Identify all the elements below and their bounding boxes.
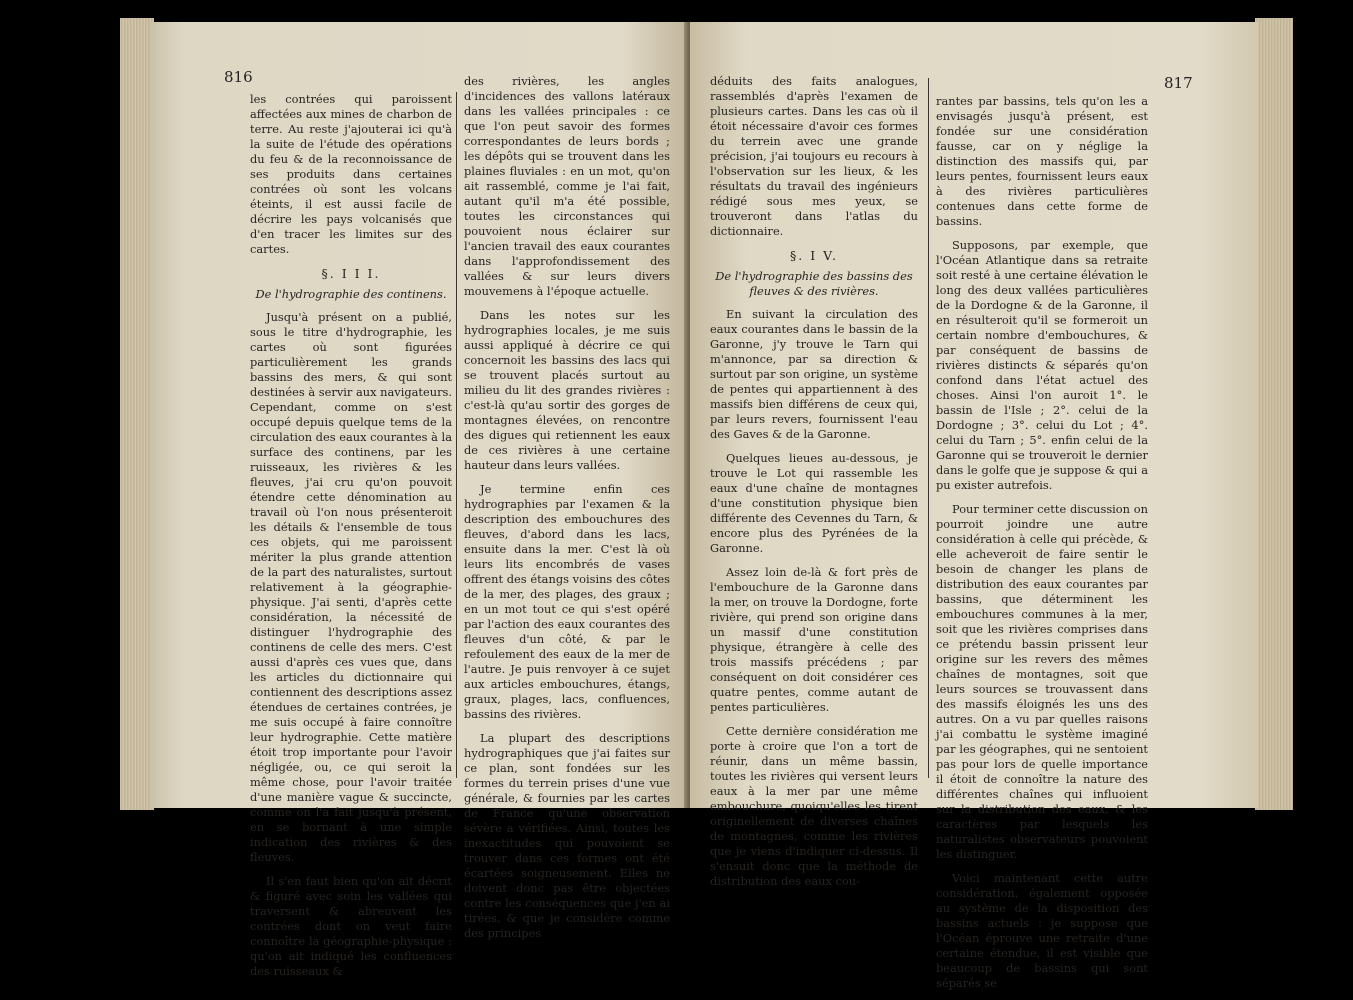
section-heading: §. I V.: [790, 248, 838, 263]
section-subheading: De l'hydrographie des bassins des fleuves & des rivières.: [715, 269, 913, 298]
right-page-edges: [1255, 18, 1293, 810]
right-column-2: [936, 94, 1148, 1000]
paragraph: Jusqu'à présent on a publié, sous le titre d'hydrographie, les cartes où sont figurées particulièrement les grands bassins des mers, & qui sont destinées à servir aux navigateurs. Cependant, comme on s'est occupé depuis quelque tems de la circulation des eaux courantes à la surface des continens, par les ruisseaux, les rivières & les fleuves, j'ai cru qu'on pouvoit étendre cette dénomination au travail où l'on nous présenteroit les détails & l'ensemble de tous ces objets, qui me paroissent mériter la plus grande attention de la part des naturalistes, surtout relativement à la géographie-physique. J'ai senti, d'après cette considération, la nécessité de distinguer l'hydrographie des continens de celle des mers. C'est aussi d'après ces vues que, dans les articles du dictionnaire qui contiennent des descriptions assez étendues de certaines contrées, je me suis occupé à faire connoître leur hydrographie. Cette matière étoit trop importante pour l'avoir négligée, ou, ce qui seroit la même chose, pour l'avoir traitée d'une manière vague & succincte, comme on l'a fait jusqu'à présent, en se bornant à une simple indication des rivières & des fleuves.: [250, 310, 452, 864]
left-page: [150, 22, 686, 978]
right-column-1: [710, 74, 918, 898]
page-number-left: 816: [224, 68, 253, 86]
left-page-edges: [120, 18, 154, 810]
column-rule: [456, 92, 457, 778]
paragraph: les contrées qui paroissent affectées aux mines de charbon de terre. Au reste j'ajouterai ici qu'à la suite de l'étude des opérations du feu & de la reconnoissance de ses produits dans certaines contrées où sont les volcans éteints, il est aussi facile de décrire les pays volcanisés que d'en tracer les limites sur des cartes.: [250, 92, 452, 256]
paragraph: Supposons, par exemple, que l'Océan Atlantique dans sa retraite soit resté à une certaine élévation le long des deux vallées particulières de la Dordogne & de la Garonne, il en résulteroit qu'il se formeroit un certain nombre d'embouchures, & par conséquent de bassins de rivières distincts & séparés qu'on confond dans l'état actuel des choses. Ainsi l'on auroit 1°. le bassin de l'Isle ; 2°. celui de la Dordogne ; 3°. celui du Lot ; 4°. celui du Tarn ; 5°. enfin celui de la Garonne qui se trouveroit le dernier dans le golfe que je suppose & qui a pu exister autrefois.: [936, 238, 1148, 492]
paragraph: rantes par bassins, tels qu'on les a envisagés jusqu'à présent, est fondée sur une considération fausse, car on y néglige la distinction des massifs qui, par leurs pentes, fournissent leurs eaux à des rivières particulières contenues dans cette forme de bassins.: [936, 94, 1148, 228]
paragraph: Pour terminer cette discussion on pourroit joindre une autre considération à celle qui précède, & elle acheveroit de faire sentir le besoin de changer les plans de distribution des eaux courantes par bassins, que déterminent les embouchures communes à la mer, soit que les rivières comprises dans ce prétendu bassin prissent leur origine sur les revers des mêmes chaînes de montagnes, soit que leurs sources se trouvassent dans des massifs éloignés les uns des autres. On a vu par quelles raisons j'ai combattu le système imaginé par les géographes, qui ne sentoient pas pour lors de quelle importance il étoit de connoître la nature des différentes chaînes qui influoient sur la distribution des eaux, & les caractères par lesquels les naturalistes observateurs pouvoient les distinguer.: [936, 502, 1148, 861]
paragraph: Quelques lieues au-dessous, je trouve le Lot qui rassemble les eaux d'une chaîne de montagnes d'une constitution physique bien différente des Cevennes du Tarn, & encore plus des Pyrénées de la Garonne.: [710, 451, 918, 555]
paragraph: Voici maintenant cette autre considération, également opposée au système de la disposition des bassins actuels : je suppose que l'Océan éprouve une retraite d'une certaine étendue, il est visible que beaucoup de bassins qui sont séparés se: [936, 871, 1148, 990]
paragraph: Je termine enfin ces hydrographies par l'examen & la description des embouchures des fleuves, d'abord dans les lacs, ensuite dans la mer. C'est là où leurs lits encombrés de vases offrent des étangs voisins des côtes de la mer, des plages, des graux ; en un mot tout ce qui s'est opéré par l'action des eaux courantes des fleuves d'un côté, & par le refoulement des eaux de la mer de l'autre. Je puis renvoyer à ce sujet aux articles embouchures, étangs, graux, plages, lacs, confluences, bassins des rivières.: [464, 482, 670, 721]
paragraph: Il s'en faut bien qu'on ait décrit & figuré avec soin les vallées qui traversent & abreuvent les contrées dont on veut faire connoître la géographie-physique : qu'on ait indiqué les confluences des ruisseaux &: [250, 874, 452, 978]
page-number-right: 817: [1164, 74, 1193, 92]
paragraph: Dans les notes sur les hydrographies locales, je me suis aussi appliqué à décrire ce qui concernoit les bassins des lacs qui se trouvent placés surtout au milieu du lit des grandes rivières : c'est-là qu'au sortir des gorges de montagnes élevées, on rencontre des digues qui retiennent les eaux de ces rivières à une certaine hauteur dans leurs vallées.: [464, 308, 670, 472]
left-column-2: [464, 74, 670, 950]
paragraph: En suivant la circulation des eaux courantes dans le bassin de la Garonne, j'y trouve le Tarn qui m'annonce, par sa direction & surtout par son origine, un système de pentes qui appartiennent à des massifs bien différens de ceux qui, par leurs revers, fournissent l'eau des Gaves & de la Garonne.: [710, 307, 918, 441]
section-subheading: De l'hydrographie des continens.: [255, 287, 447, 301]
paragraph: La plupart des descriptions hydrographiques que j'ai faites sur ce plan, sont fondées sur les formes du terrein prises d'une vue générale, & fournies par les cartes de France qu'une observation sévère a vérifiées. Ainsi, toutes les inexactitudes qui pouvoient se trouver dans ces formes ont été écartées soigneusement. Elles ne doivent donc pas être objectées contre les conséquences que j'en ai tirées, & que je considère comme des principes: [464, 731, 670, 940]
right-page: [690, 22, 1258, 990]
left-column-1: [250, 92, 452, 988]
paragraph: déduits des faits analogues, rassemblés d'après l'examen de plusieurs cartes. Dans les cas où il étoit nécessaire d'avoir ces formes du terrein avec une grande précision, j'ai toujours eu recours à l'observation sur les lieux, & les résultats du travail des ingénieurs rédigé sous mes yeux, se trouveront dans l'atlas du dictionnaire.: [710, 74, 918, 238]
paragraph: Assez loin de-là & fort près de l'embouchure de la Garonne dans la mer, on trouve la Dordogne, forte rivière, qui prend son origine dans un massif d'une constitution physique, étrangère à celle des trois massifs précédens ; par conséquent on doit considérer ces quatre pentes, comme autant de pentes particulières.: [710, 565, 918, 714]
column-rule: [928, 78, 929, 778]
paragraph: Cette dernière considération me porte à croire que l'on a tort de réunir, dans un même bassin, toutes les rivières qui versent leurs eaux à la mer par une même embouchure, quoiqu'elles les tirent originellement de diverses chaînes de montagnes, comme les rivières que je viens d'indiquer ci-dessus. Il s'ensuit donc que la méthode de distribution des eaux cou-: [710, 724, 918, 888]
section-heading: §. I I I.: [321, 266, 381, 281]
paragraph: des rivières, les angles d'incidences des vallons latéraux dans les vallées principales : ce que l'on peut savoir des formes correspondantes de leurs bords ; les dépôts qui se trouvent dans les plaines fluviales : en un mot, qu'on ait rassemblé, comme je l'ai fait, autant qu'il m'a été possible, toutes les circonstances qui pouvoient nous éclairer sur l'ancien travail des eaux courantes dans l'approfondissement des vallées & sur leurs divers mouvemens à l'époque actuelle.: [464, 74, 670, 298]
